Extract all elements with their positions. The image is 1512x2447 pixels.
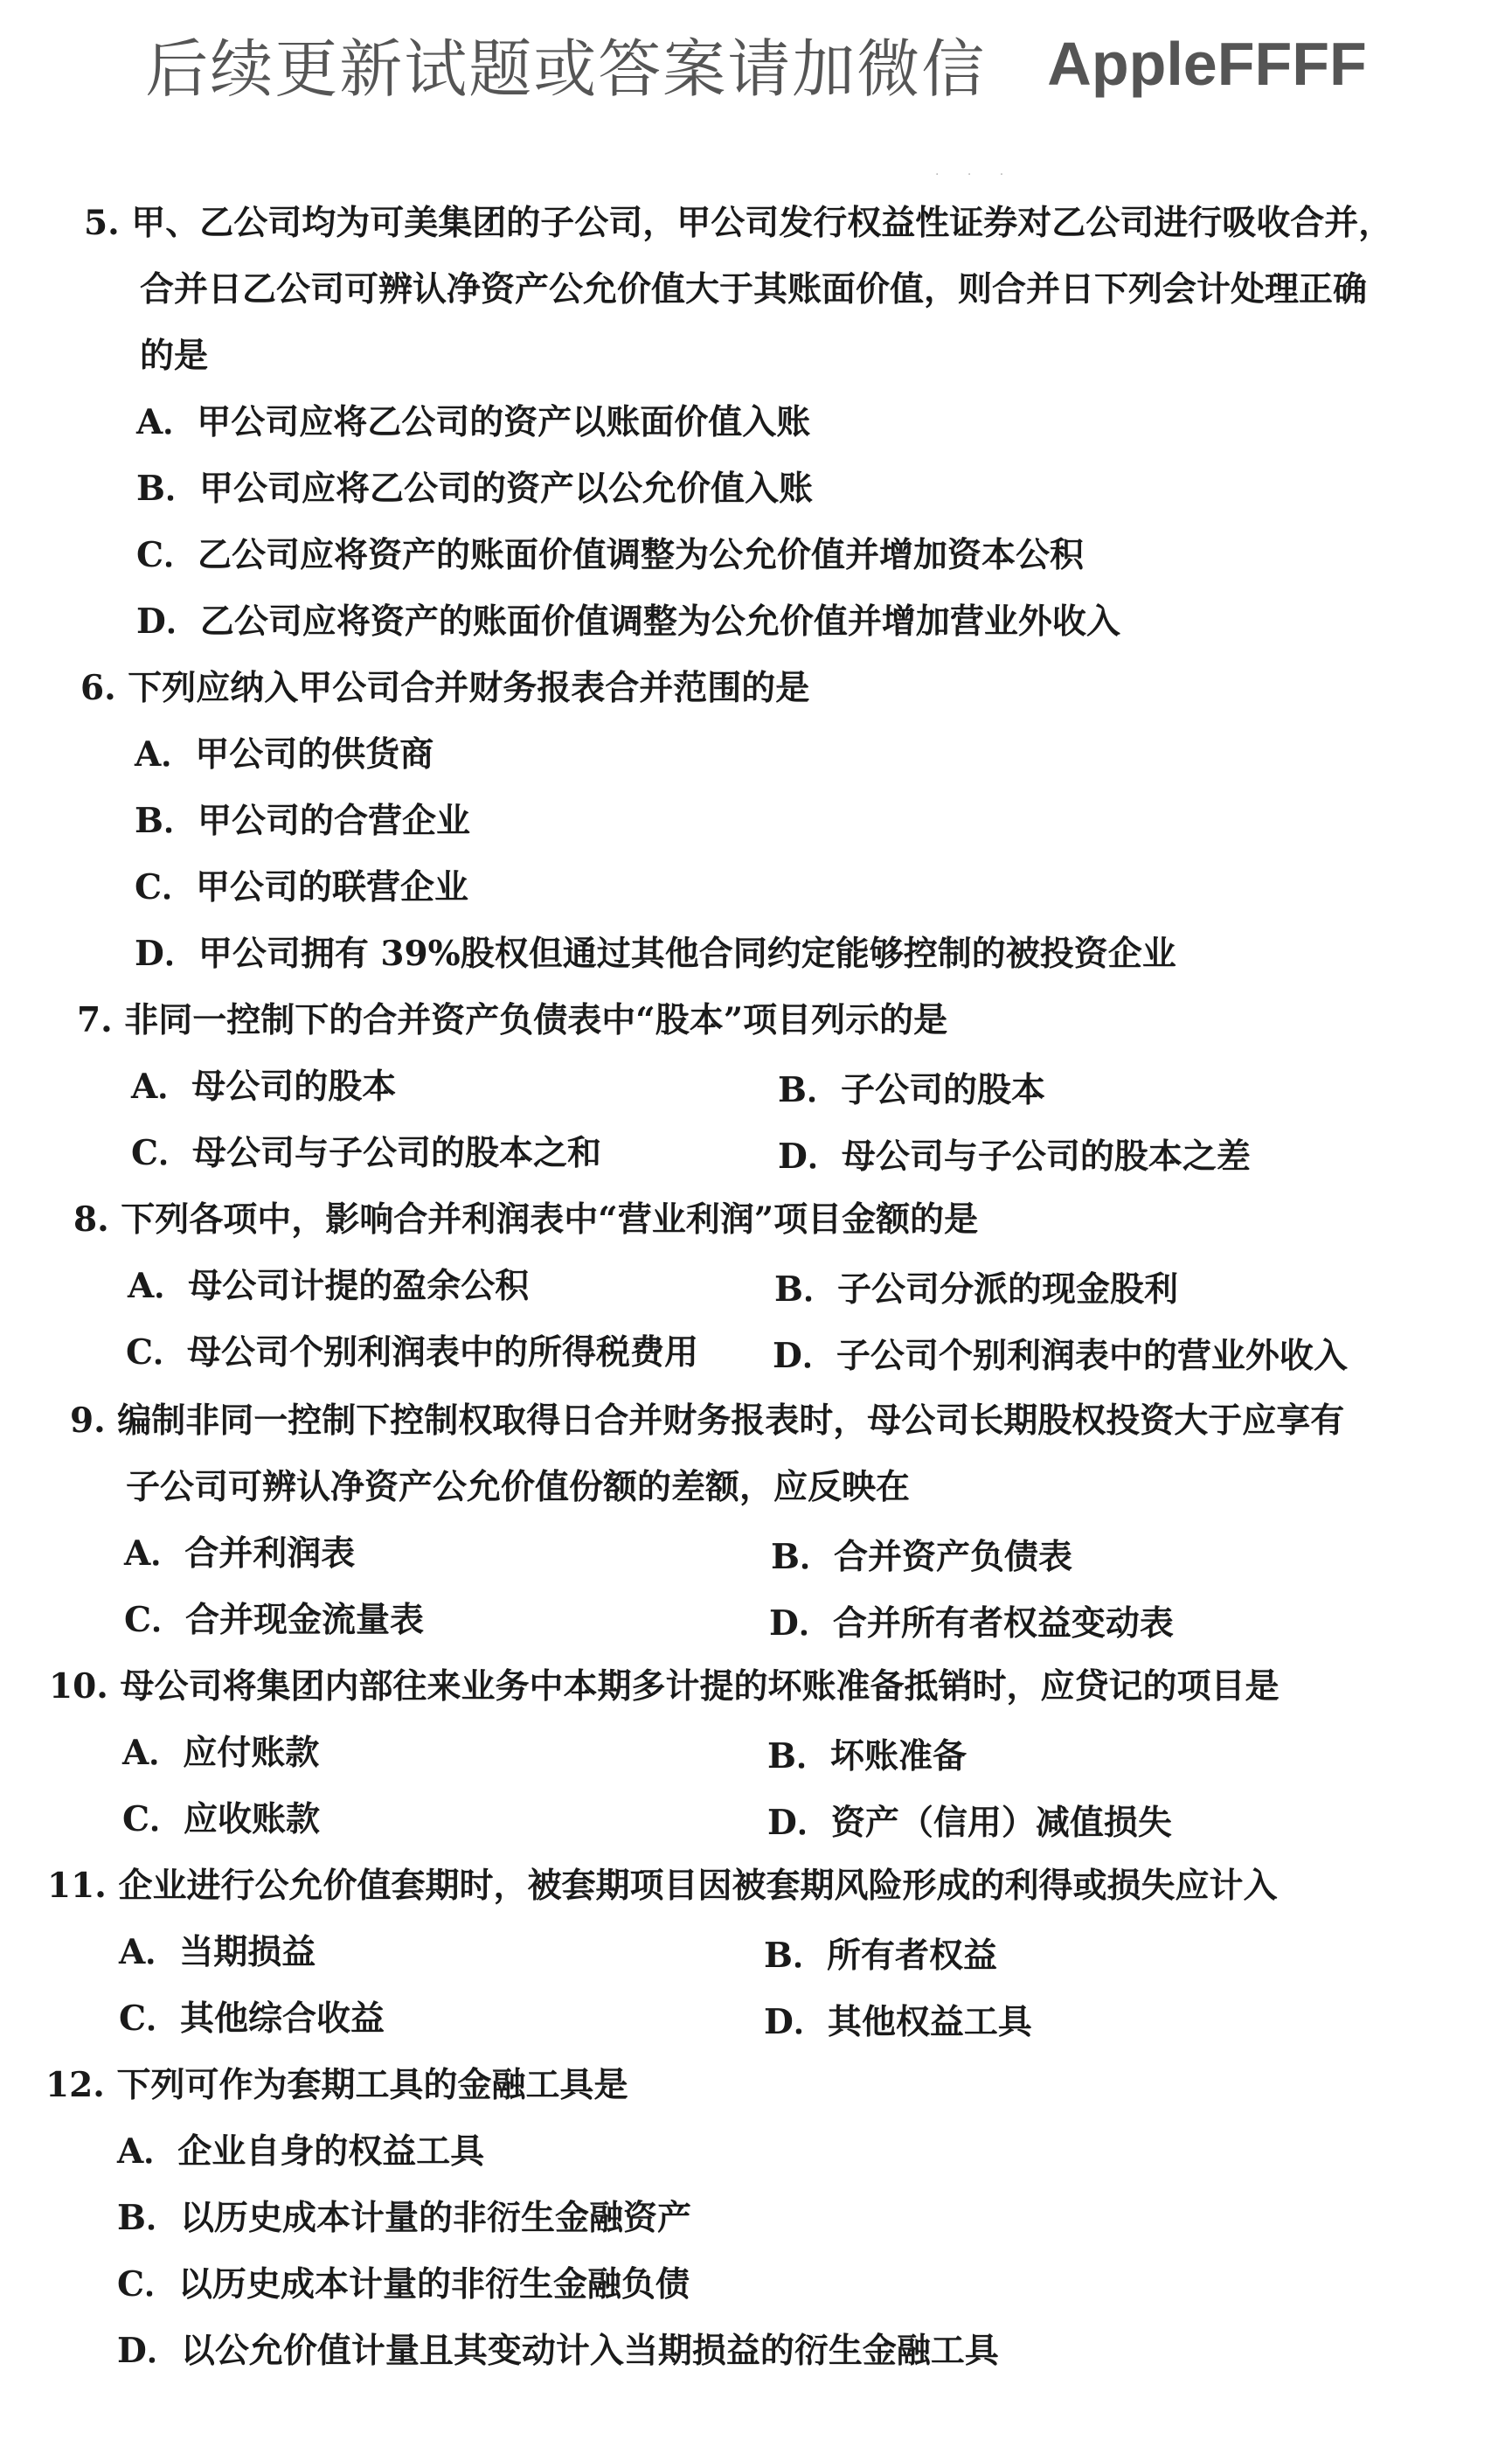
option-b: B．甲公司的合营企业 [135,801,470,841]
question-text: 母公司将集团内部往来业务中本期多计提的坏账准备抵销时，应贷记的项目是 [120,1666,1280,1707]
option-d: D．乙公司应将资产的账面价值调整为公允价值并增加营业外收入 [136,601,1120,642]
option-b: B．合并资产负债表 [771,1537,1072,1577]
question-stem-line: 合并日乙公司可辨认净资产公允价值大于其账面价值，则合并日下列会计处理正确 [140,269,1368,309]
option-c: C．母公司与子公司的股本之和 [131,1133,602,1173]
option-a: A．合并利润表 [124,1533,356,1574]
option-a: A．母公司计提的盈余公积 [128,1266,530,1306]
watermark-banner [0,16,1512,112]
question-text: 非同一控制下的合并资产负债表中“股本”项目列示的是 [124,1000,948,1040]
option-c: C．应收账款 [122,1799,321,1839]
question-text: 企业进行公允价值套期时，被套期项目因被套期风险形成的利得或损失应计入 [118,1866,1278,1906]
question-stem-line [70,1399,1344,1442]
question-text: 编制非同一控制下控制权取得日合并财务报表时，母公司长期股权投资大于应享有 [117,1401,1345,1441]
option-d: D．资产（信用）减值损失 [767,1803,1172,1843]
option-b: B．子公司的股本 [778,1070,1045,1110]
option-d: D．子公司个别利润表中的营业外收入 [773,1336,1348,1376]
option-d: D．甲公司拥有 39%股权但通过其他合同约定能够控制的被投资企业 [135,934,1176,974]
option-c: C．甲公司的联营企业 [135,867,469,907]
question-number: 9. [70,1401,106,1441]
option-a: A．母公司的股本 [131,1067,397,1107]
option-a: A．企业自身的权益工具 [117,2131,485,2172]
option-c: C．母公司个别利润表中的所得税费用 [126,1332,699,1373]
question-number: 5. [84,203,120,243]
option-b: B．坏账准备 [767,1736,967,1776]
banner-wechat-id: AppleFFFF [1047,30,1367,98]
option-b: B．所有者权益 [764,1936,997,1976]
option-b: B．子公司分派的现金股利 [774,1269,1178,1310]
option-a: A．甲公司的供货商 [135,734,434,775]
banner-chinese-text: 后续更新试题或答案请加微信 [145,32,987,106]
question-text: 下列应纳入甲公司合并财务报表合并范围的是 [128,668,810,708]
question-number: 8. [73,1199,109,1240]
question-stem-line [49,1665,1279,1708]
option-d: D．合并所有者权益变动表 [769,1603,1174,1644]
question-stem-line: 子公司可辨认净资产公允价值份额的差额，应反映在 [126,1467,911,1507]
option-b: B．以历史成本计量的非衍生金融资产 [117,2198,691,2238]
question-stem-line [73,1198,978,1241]
question-stem-line [84,201,1392,245]
option-d: D．母公司与子公司的股本之差 [778,1137,1251,1177]
question-text: 下列可作为套期工具的金融工具是 [116,2065,628,2105]
scan-artifact: · · · [935,168,1016,182]
question-number: 12. [45,2065,105,2105]
option-a: A．当期损益 [119,1932,316,1972]
option-d: D．其他权益工具 [764,2002,1032,2042]
option-c: C．以历史成本计量的非衍生金融负债 [117,2264,690,2304]
question-number: 11. [47,1866,107,1906]
option-c: C．其他综合收益 [119,1999,385,2039]
option-c: C．乙公司应将资产的账面价值调整为公允价值并增加资本公积 [136,535,1085,575]
option-b: B．甲公司应将乙公司的资产以公允价值入账 [136,469,813,509]
question-stem-line [80,666,809,710]
question-stem-line: 的是 [140,336,209,376]
question-number: 7. [77,1000,113,1040]
question-stem-line [77,998,947,1042]
option-a: A．应付账款 [122,1733,320,1773]
question-text: 下列各项中，影响合并利润表中“营业利润”项目金额的是 [121,1199,979,1240]
option-a: A．甲公司应将乙公司的资产以账面价值入账 [136,402,811,442]
option-d: D．以公允价值计量且其变动计入当期损益的衍生金融工具 [117,2331,999,2371]
question-number: 6. [80,668,116,708]
question-stem-line [45,2063,628,2107]
question-stem-line [47,1864,1277,1908]
option-c: C．合并现金流量表 [124,1600,425,1640]
question-number: 10. [49,1666,108,1707]
question-text: 甲、乙公司均为可美集团的子公司，甲公司发行权益性证券对乙公司进行吸收合并， [131,203,1393,243]
